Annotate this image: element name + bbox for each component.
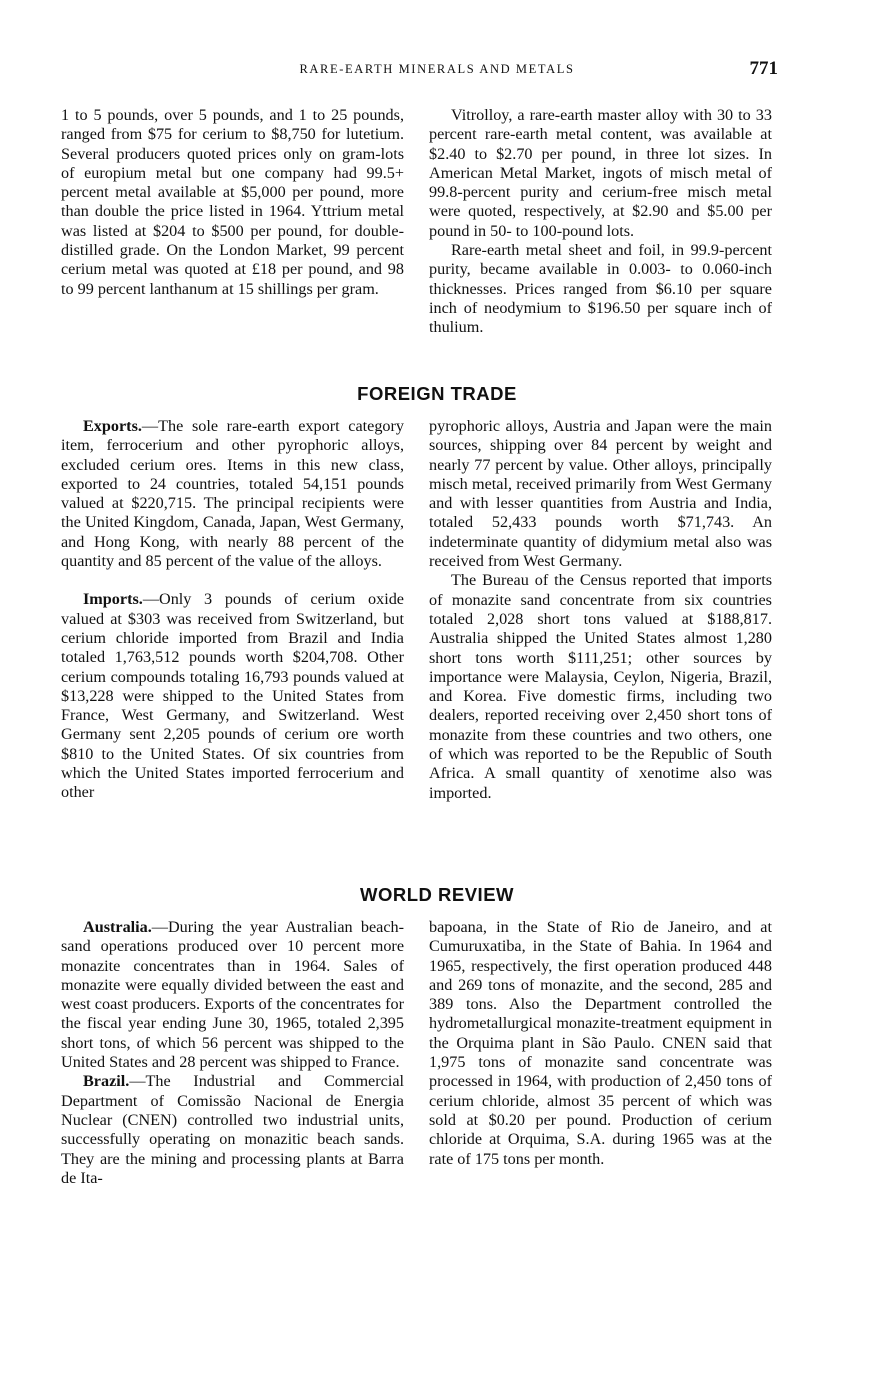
top-right-column [429,106,772,338]
paragraph: pyrophoric alloys, Austria and Japan were the main sources, shipping over 84 percent by weight and nearly 77 percent by value. Other alloys, principally misch metal, received primarily from West Germany and with lesser quantities from Austria and India, totaled 52,433 pounds worth $71,743. An indeterminate quantity of didymium metal also was received from West Germany. [429,417,772,571]
australia-lead: Australia. [83,918,152,936]
brazil-text: —The Industrial and Commercial Department of Comissão Nacional de Energia Nuclear (CNEN) controlled two industrial units, successfully operating on monazitic beach sands. They are the mining and processing plants at Barra de Ita- [61,1072,404,1187]
world-review-right-column [429,918,772,1169]
imports-lead: Imports. [83,590,143,609]
exports-text: —The sole rare-earth export category item, ferrocerium and other pyrophoric alloys, excluded cerium ores. Items in this new class, exported to 24 countries, totaled 54,151 pounds valued at $220,715. The principal recipients were the United Kingdom, Canada, Japan, West Germany, and Hong Kong, with nearly 88 percent of the quantity and 85 percent of the value of the alloys. [61,417,404,571]
section-heading-world-review: WORLD REVIEW [360,884,514,905]
paragraph: bapoana, in the State of Rio de Janeiro, and at Cumuruxatiba, in the State of Bahia. In 1964 and 1965, respectively, the first operation produced 448 and 269 tons of monazite, and the second, 285 and 389 tons. Also the Department controlled the hydrometallurgical monazite-treatment equipment in the Orquima plant in São Paulo. CNEN said that 1,975 tons of monazite sand concentrate was processed in 1964, with production of 2,450 tons of cerium chloride, almost 35 percent of which was sold at $0.20 per pound. Production of cerium chloride at Orquima, S.A. during 1965 was at the rate of 175 tons per month. [429,918,772,1168]
paragraph: The Bureau of the Census reported that imports of monazite sand concentrate from six countries totaled 2,028 short tons valued at $188,817. Australia shipped the United States almost 1,280 short tons worth $111,251; other sources by importance were Malaysia, Ceylon, Nigeria, Brazil, and Korea. Five domestic firms, including two dealers, reported receiving over 2,450 short tons of monazite from these countries and two others, one of which was reported to be the Republic of South Africa. A small quantity of xenotime also was imported. [429,571,772,802]
exports-paragraph [61,417,404,571]
top-left-column [61,106,404,299]
australia-text: —During the year Australian beach-sand operations produced over 10 percent more monazite concentrates than in 1964. Sales of monazite were equally divided between the east and west coast producers. Exports of the concentrates for the fiscal year ending June 30, 1965, totaled 2,395 short tons, of which 56 percent was shipped to the United States and 28 percent was shipped to France. [61,918,404,1072]
page-number: 771 [749,58,778,79]
foreign-trade-left-column [61,417,404,803]
running-head: RARE-EARTH MINERALS AND METALS [299,62,575,76]
brazil-lead: Brazil. [83,1072,130,1091]
paragraph: 1 to 5 pounds, over 5 pounds, and 1 to 25 pounds, ranged from $75 for cerium to $8,750 for lutetium. Several producers quoted prices only on gram-lots of europium metal but one company had 99.5+ percent metal available at $5,000 per pound, more than double the price listed in 1964. Yttrium metal was listed at $204 to $500 per pound, for double-distilled grade. On the London Market, 99 percent cerium metal was quoted at £18 per pound, and 98 to 99 percent lanthanum at 15 shillings per gram. [61,106,404,298]
imports-text: —Only 3 pounds of cerium oxide valued at $303 was received from Switzerland, but cerium chloride imported from Brazil and India totaled 1,763,512 pounds worth $204,708. Other cerium compounds totaling 16,793 pounds valued at $13,228 were shipped to the United States from France, West Germany, and Switzerland. West Germany sent 2,205 pounds of cerium ore worth $810 to the United States. Of six countries from which the United States imported ferrocerium and other [61,590,404,802]
paragraph: Rare-earth metal sheet and foil, in 99.9-percent purity, became available in 0.003- to 0.060-inch thicknesses. Prices ranged from $6.10 per square inch of neodymium to $196.50 per square inch of thulium. [429,241,772,337]
exports-lead: Exports. [83,417,142,435]
australia-paragraph [61,918,404,1072]
paragraph: Vitrolloy, a rare-earth master alloy with 30 to 33 percent rare-earth metal content, was available at $2.40 to $2.70 per pound, in three lot sizes. In American Metal Market, ingots of misch metal of 99.8-percent purity and cerium-free misch metal were quoted, respectively, at $2.90 and $5.00 per pound in 50- to 100-pound lots. [429,106,772,240]
foreign-trade-right-column [429,417,772,803]
imports-paragraph [61,590,404,802]
brazil-paragraph [61,1072,404,1188]
section-heading-foreign-trade: FOREIGN TRADE [357,383,517,404]
world-review-left-column [61,918,404,1188]
